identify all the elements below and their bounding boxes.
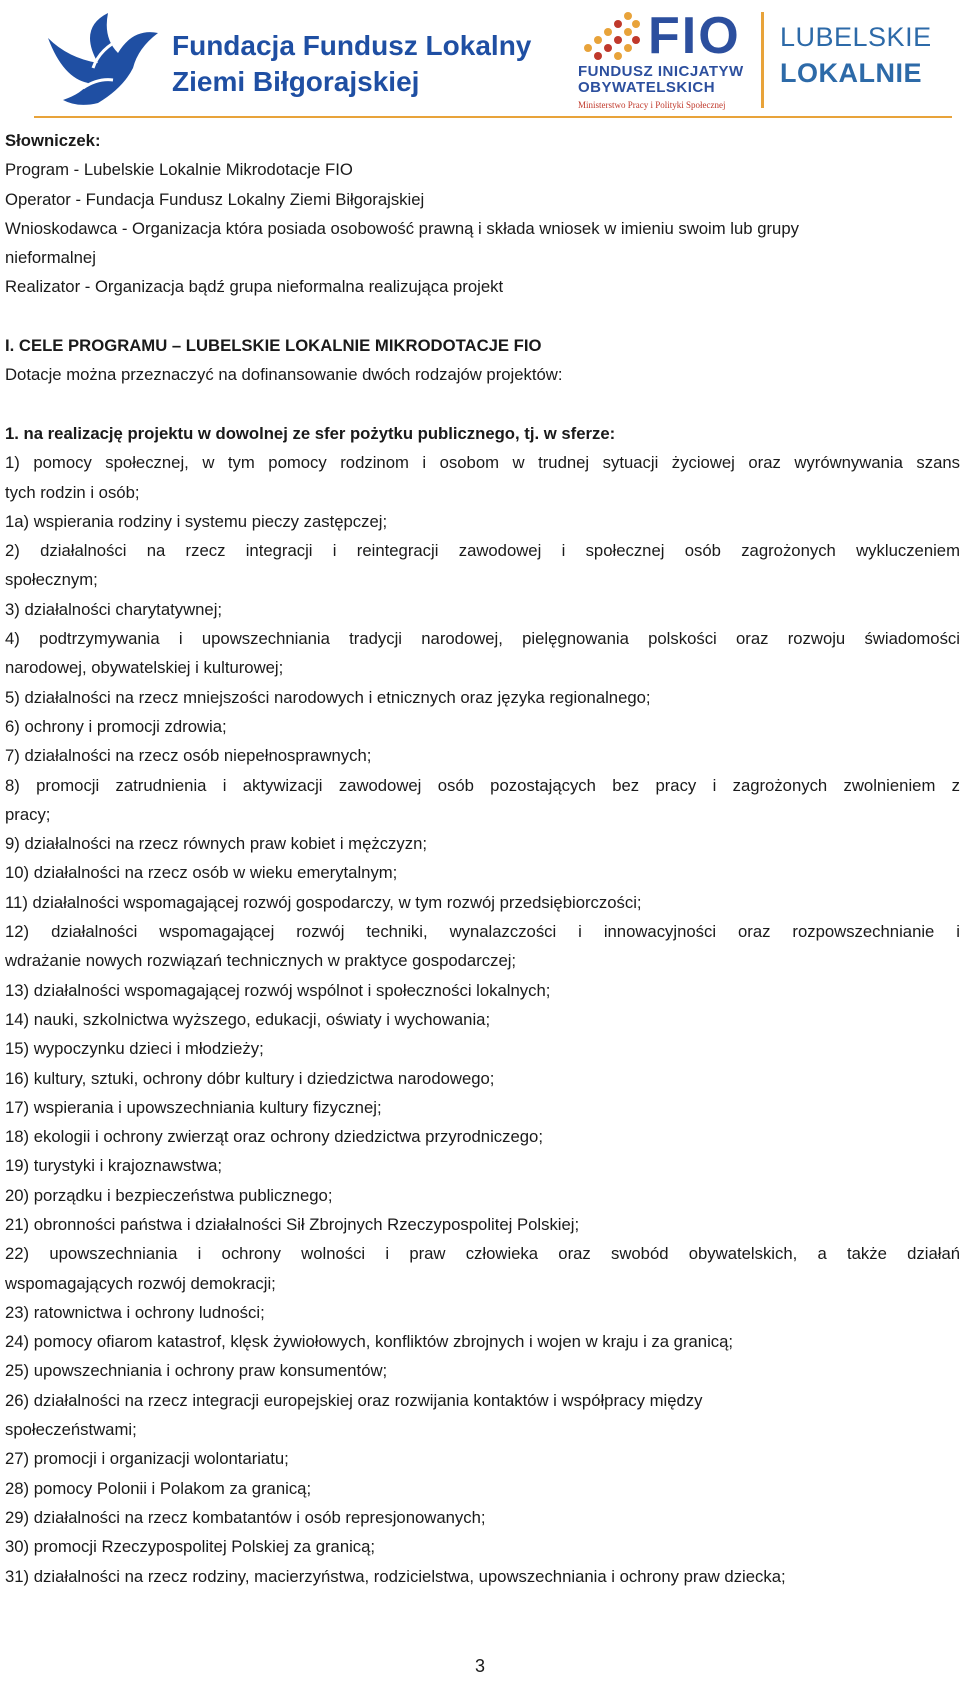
list-item: tych rodzin i osób; [5, 482, 140, 502]
glossary-applicant: Wnioskodawca - Organizacja która posiada osobowość prawną i składa wniosek w imieniu swoim lub grupy [5, 218, 799, 238]
glossary-operator: Operator - Fundacja Fundusz Lokalny Ziemi Biłgorajskiej [5, 189, 425, 209]
spheres-list [5, 448, 960, 1591]
fio-logo-line1: FUNDUSZ INICJATYW [578, 63, 744, 80]
foundation-name-line1: Fundacja Fundusz Lokalny [172, 30, 532, 61]
list-item: 7) działalności na rzecz osób niepełnosprawnych; [5, 746, 372, 766]
list-item: 12) działalności wspomagającej rozwój techniki, wynalazczości i innowacyjności oraz rozpowszechnianie i [5, 922, 960, 942]
header-rule [34, 116, 952, 118]
list-item: 22) upowszechniania i ochrony wolności i praw człowieka oraz swobód obywatelskich, a także działań [5, 1244, 960, 1264]
glossary-implementer: Realizator - Organizacja bądź grupa nieformalna realizująca projekt [5, 277, 504, 297]
lubelskie-logo-line2: LOKALNIE [780, 58, 922, 88]
logo-divider [761, 12, 764, 108]
list-item: wspomagających rozwój demokracji; [5, 1273, 276, 1293]
glossary-heading: Słowniczek: [5, 131, 101, 150]
foundation-logo-text [172, 28, 531, 100]
list-item: 30) promocji Rzeczypospolitej Polskiej za granicą; [5, 1537, 376, 1557]
list-item: 20) porządku i bezpieczeństwa publicznego; [5, 1185, 333, 1205]
fio-dots-icon [578, 10, 642, 62]
list-item: wdrażanie nowych rozwiązań technicznych w praktyce gospodarczej; [5, 951, 517, 971]
list-item: 24) pomocy ofiarom katastrof, klęsk żywiołowych, konfliktów zbrojnych i wojen w kraju i za granicą; [5, 1332, 734, 1352]
list-item: 29) działalności na rzecz kombatantów i osób represjonowanych; [5, 1507, 486, 1527]
fio-ministry-text: Ministerstwo Pracy i Polityki Społecznej [578, 100, 726, 110]
list-item: 5) działalności na rzecz mniejszości narodowych i etnicznych oraz języka regionalnego; [5, 687, 651, 707]
list-item: 3) działalności charytatywnej; [5, 599, 223, 619]
list-item: 23) ratownictwa i ochrony ludności; [5, 1302, 265, 1322]
list-item: 27) promocji i organizacji wolontariatu; [5, 1449, 289, 1469]
list-item: 16) kultury, sztuki, ochrony dóbr kultury i dziedzictwa narodowego; [5, 1068, 495, 1088]
document-body [5, 126, 960, 1591]
list-item: 10) działalności na rzecz osób w wieku emerytalnym; [5, 863, 398, 883]
list-item: 15) wypoczynku dzieci i młodzieży; [5, 1039, 264, 1059]
list-item: społeczeństwami; [5, 1420, 137, 1440]
list-item: 31) działalności na rzecz rodziny, macierzyństwa, rodzicielstwa, upowszechniania i ochrony praw dziecka; [5, 1566, 786, 1586]
foundation-name-line2: Ziemi Biłgorajskiej [172, 66, 420, 97]
list-item: 28) pomocy Polonii i Polakom za granicą; [5, 1478, 312, 1498]
fio-logo-word: FIO [648, 7, 741, 65]
list-item: 6) ochrony i promocji zdrowia; [5, 716, 227, 736]
fio-logo-line2: OBYWATELSKICH [578, 79, 716, 96]
spacer [5, 390, 960, 419]
list-item: 8) promocji zatrudnienia i aktywizacji zawodowej osób pozostających bez pracy i zagrożonych zwolnieniem z [5, 775, 960, 795]
glossary-applicant-cont: nieformalnej [5, 248, 96, 268]
list-item: 14) nauki, szkolnictwa wyższego, edukacji, oświaty i wychowania; [5, 1009, 491, 1029]
list-item: 1a) wspierania rodziny i systemu pieczy zastępczej; [5, 511, 388, 531]
list-item: 25) upowszechniania i ochrony praw konsumentów; [5, 1361, 388, 1381]
list-item: 1) pomocy społecznej, w tym pomocy rodzinom i osobom w trudnej sytuacji życiowej oraz wyrównywania szans [5, 453, 960, 473]
list-item: 13) działalności wspomagającej rozwój wspólnot i społeczności lokalnych; [5, 980, 551, 1000]
list-item: 2) działalności na rzecz integracji i reintegracji zawodowej i społecznej osób zagrożonych wykluczeniem [5, 541, 960, 561]
page-header [0, 0, 960, 122]
dove-logo-icon [38, 8, 178, 118]
list-item: 17) wspierania i upowszechniania kultury fizycznej; [5, 1097, 382, 1117]
list-item: pracy; [5, 804, 51, 824]
list-item: 4) podtrzymywania i upowszechniania tradycji narodowej, pielęgnowania polskości oraz rozwoju świadomości [5, 629, 960, 649]
section-intro: Dotacje można przeznaczyć na dofinansowanie dwóch rodzajów projektów: [5, 365, 563, 385]
list-item: społecznym; [5, 570, 98, 590]
list-item: narodowej, obywatelskiej i kulturowej; [5, 658, 284, 678]
list-item: 9) działalności na rzecz równych praw kobiet i mężczyzn; [5, 834, 427, 854]
list-item: 21) obronności państwa i działalności Sił Zbrojnych Rzeczypospolitej Polskiej; [5, 1214, 580, 1234]
glossary-program: Program - Lubelskie Lokalnie Mikrodotacje FIO [5, 160, 353, 180]
section-heading: I. CELE PROGRAMU – LUBELSKIE LOKALNIE MIKRODOTACJE FIO [5, 336, 542, 356]
spacer [5, 302, 960, 331]
page-number: 3 [474, 1656, 485, 1676]
list-item: 26) działalności na rzecz integracji europejskiej oraz rozwijania kontaktów i współpracy między [5, 1390, 703, 1410]
lubelskie-logo-line1: LUBELSKIE [780, 22, 932, 52]
list-item: 18) ekologii i ochrony zwierząt oraz ochrony dziedzictwa przyrodniczego; [5, 1127, 543, 1147]
list-item: 11) działalności wspomagającej rozwój gospodarczy, w tym rozwój przedsiębiorczości; [5, 892, 642, 912]
list-item: 19) turystyki i krajoznawstwa; [5, 1156, 223, 1176]
list-heading: 1. na realizację projektu w dowolnej ze sfer pożytku publicznego, tj. w sferze: [5, 423, 616, 443]
